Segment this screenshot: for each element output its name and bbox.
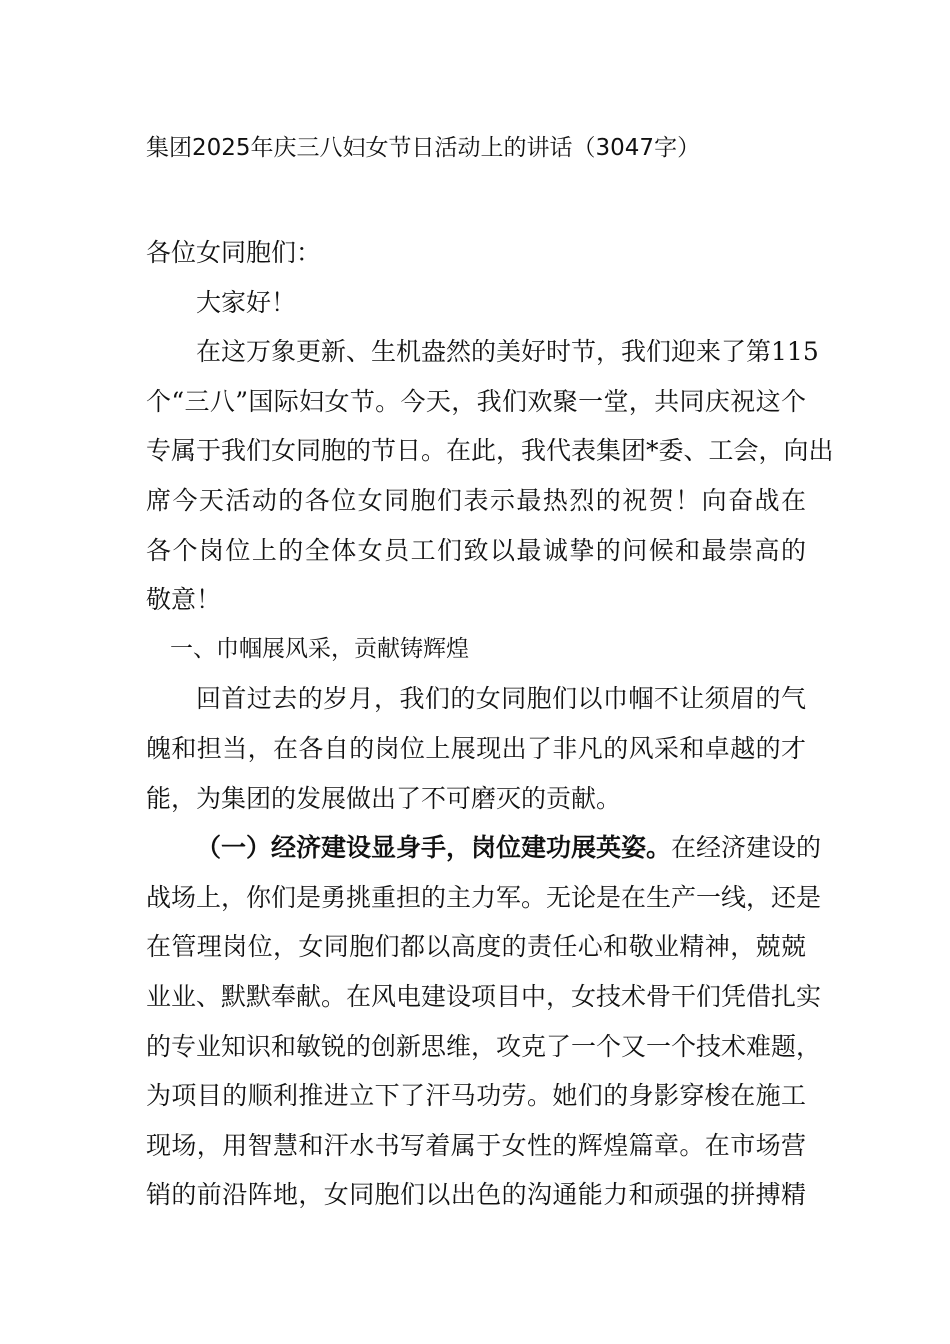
section-heading: 一、巾帼展风采，贡献铸辉煌 — [170, 635, 469, 662]
section-paragraph-line: 魄和担当，在各自的岗位上展现出了非凡的风采和卓越的才 — [146, 733, 806, 763]
section-paragraph-line: 能，为集团的发展做出了不可磨灭的贡献。 — [146, 783, 622, 813]
subsection-line: 现场，用智慧和汗水书写着属于女性的辉煌篇章。在市场营 — [146, 1130, 806, 1160]
section-paragraph-line: 回首过去的岁月，我们的女同胞们以巾帼不让须眉的气 — [196, 684, 806, 714]
subsection-lead: （一）经济建设显身手，岗位建功展英姿。 — [196, 833, 672, 863]
subsection-line: 为项目的顺利推进立下了汗马功劳。她们的身影穿梭在施工 — [146, 1081, 806, 1111]
subsection-lead-rest: 在经济建设的 — [671, 833, 822, 863]
subsection-line: 销的前沿阵地，女同胞们以出色的沟通能力和顽强的拼搏精 — [146, 1180, 806, 1210]
intro-line: 专属于我们女同胞的节日。在此，我代表集团*委、工会，向出 — [146, 436, 834, 466]
subsection-first-line — [146, 823, 822, 873]
intro-line: 在这万象更新、生机盎然的美好时节，我们迎来了第115 — [196, 337, 819, 367]
subsection-line: 在管理岗位，女同胞们都以高度的责任心和敬业精神，兢兢 — [146, 932, 806, 962]
document-title: 集团2025年庆三八妇女节日活动上的讲话（3047字） — [146, 135, 701, 161]
subsection-line: 战场上，你们是勇挑重担的主力军。无论是在生产一线，还是 — [146, 882, 822, 912]
greeting: 大家好！ — [196, 287, 297, 317]
intro-line: 敬意！ — [146, 585, 222, 615]
intro-line: 席今天活动的各位女同胞们表示最热烈的祝贺！向奋战在 — [146, 485, 806, 515]
subsection-line: 的专业知识和敏锐的创新思维，攻克了一个又一个技术难题， — [146, 1031, 822, 1061]
subsection-line: 业业、默默奉献。在风电建设项目中，女技术骨干们凭借扎实 — [146, 981, 822, 1011]
intro-line: 个“三八”国际妇女节。今天，我们欢聚一堂，共同庆祝这个 — [146, 386, 806, 416]
document-body — [146, 228, 834, 1220]
intro-line: 各个岗位上的全体女员工们致以最诚挚的问候和最崇高的 — [146, 535, 806, 565]
salutation: 各位女同胞们： — [146, 238, 322, 267]
